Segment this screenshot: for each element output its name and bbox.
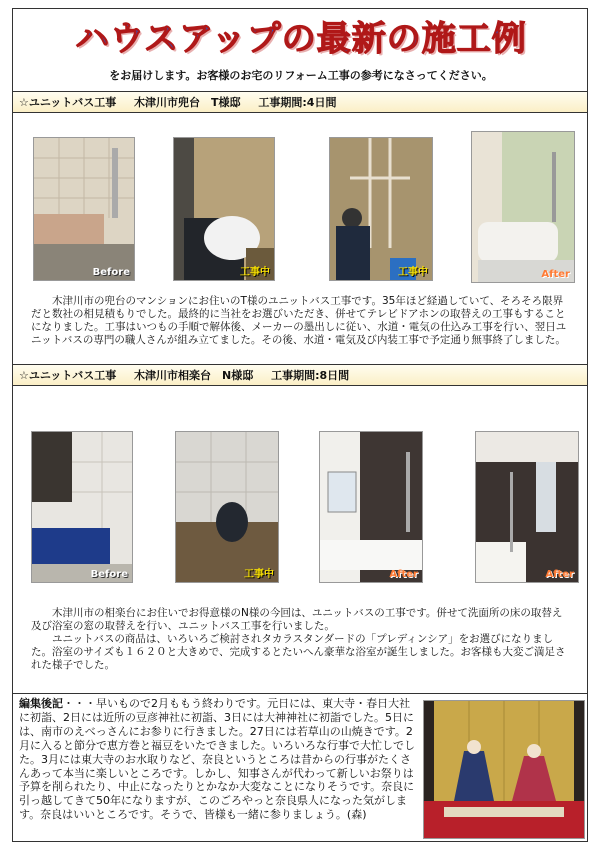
section2-photo-1-caption: Before [90,569,128,580]
section2-photo-3-caption: After [389,569,418,580]
section2-photo-2 [175,431,279,583]
section2-paragraph-1: 木津川市の相楽台にお住いでお得意様のN様の今回は、ユニットバスの工事です。併せて洗面所の床の取替え及び浴室の窓の取替えを行い、ユニットバス工事を行いました。 [31,607,563,632]
bathroom-before-image [32,432,133,583]
hina-doll-photo [423,700,585,839]
editor-note-heading: 編集後記 [19,697,63,710]
section2-paragraph-2: ユニットバスの商品は、いろいろご検討されタカラスタンダードの「プレディンシア」をお選びになりました。浴室のサイズも１６２０と大きめで、完成するとたいへん豪華な浴室が誕生しました。お客様も大変ご満足された様子でした。 [31,633,566,671]
bathroom-after-image [320,432,423,583]
section1-location: 木津川市兜台 T様邸 [134,96,241,109]
section2-photo-4-caption: After [545,569,574,580]
section1-label: ☆ユニットバス工事 [19,96,117,109]
section2-photo-4 [475,431,579,583]
section2-location: 木津川市相楽台 N様邸 [134,369,254,382]
section2-photo-1 [31,431,133,583]
editor-note [19,697,421,822]
section2-header [13,364,587,386]
hina-doll-image [424,701,584,838]
bathroom-before-image [34,138,135,281]
section1-period: 工事期間:4日間 [258,96,337,109]
section2-description [31,607,571,672]
page-title: ハウスアップの最新の施工例 [75,19,527,59]
bathroom-after-image [476,432,579,583]
section1-header [13,91,587,113]
editor-note-body: ・・・早いもので2月ももう終わりです。元日には、東大寺・春日大社に初詣、2日には近所の豆彦神社に初詣、3日には大神神社に初詣でした。5日には、南市のえべっさんにお参りに行きました。27日には若草山の山焼きです。2月に入ると節分で恵方巻と福豆をいたできました。いろいろな行事で大忙しでした。3月には東大寺のお水取りなど、奈良というところは昔からの行事がたくさんあって本当に楽しいところです。しかし、知事さんが代わって新しいお祭りは予算を削られたり、中止になったりとかなか大変なことになりそうです。奈良に引っ越してきて50年になりますが、このごろやっと奈良県人になった気がします。奈良はいいところです。そうで、皆様も一緒に参りましょう。(森) [19,697,415,822]
section1-photo-3 [329,137,433,281]
construction-image [174,138,275,281]
construction-image [330,138,433,281]
section2-photo-3 [319,431,423,583]
page-subtitle: をお届けします。お客様のお宅のリフォーム工事の参考になさってください。 [109,69,493,82]
section1-photo-4 [471,131,575,283]
section-divider [13,693,587,694]
section1-photo-1 [33,137,135,281]
section1-paragraph: 木津川市の兜台のマンションにお住いのT様のユニットバス工事です。35年ほど経過していて、そろそろ限界だと数社の相見積もりでした。最終的に当社をお選びいただき、併せてテレビドアホンの取替えの工事もすることになりました。工事はいつもの手順で解体後、メーカーの墨出しに従い、水道・電気の仕込み工事を行い、翌日ユニットバスの専門の職人さんが組み立てました。その後、水道・電気及び内装工事で予定通り無事終了しました。 [31,295,567,346]
section2-photo-2-caption: 工事中 [244,569,274,580]
flyer-frame [12,8,588,842]
section1-photo-2-caption: 工事中 [240,267,270,278]
section1-photo-3-caption: 工事中 [398,267,428,278]
section1-photo-1-caption: Before [92,267,130,278]
construction-image [176,432,279,583]
section1-photo-2 [173,137,275,281]
section2-label: ☆ユニットバス工事 [19,369,117,382]
section1-description [31,295,571,347]
section2-period: 工事期間:8日間 [271,369,350,382]
bathroom-after-image [472,132,575,283]
section1-photo-4-caption: After [541,269,570,280]
